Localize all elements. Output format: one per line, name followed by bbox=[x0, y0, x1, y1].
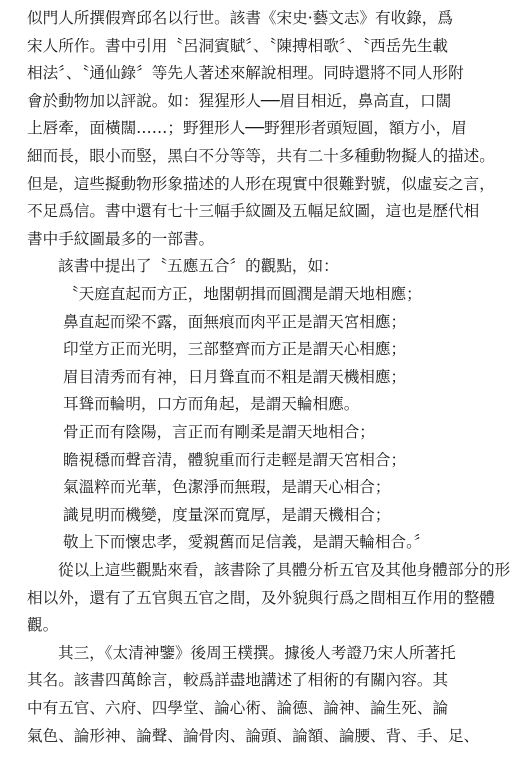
text-line: 會於動物加以評說。如：猩猩形人──眉目相近，鼻高直，口闊 bbox=[27, 91, 452, 110]
quote-line: 印堂方正而光明，三部整齊而方正是謂天心相應； bbox=[63, 340, 407, 359]
text-line: 其名。該書四萬餘言，較爲詳盡地講述了相術的有關內容。其 bbox=[27, 671, 449, 690]
text-line: 上唇牽，面橫闊……；野狸形人──野狸形者頭短圓，額方小，眉 bbox=[27, 119, 467, 138]
quote-line: 耳聳而輪明，口方而角起，是謂天輪相應。 bbox=[63, 395, 360, 414]
quote-line: 氣溫粹而光華，色潔淨而無瑕，是謂天心相合； bbox=[63, 478, 391, 497]
text-line: 相法〞、〝通仙錄〞等先人著述來解說相理。同時還將不同人形附 bbox=[27, 64, 464, 83]
paragraph-start-line: 其三，《太清神鑒》後周王樸撰。據後人考證乃宋人所著托 bbox=[58, 643, 456, 662]
quote-line: 眉目清秀而有神，日月聳直而不粗是謂天機相應； bbox=[63, 367, 407, 386]
quote-line: 〝天庭直起而方正，地閣朝揖而圓潤是謂天地相應； bbox=[63, 285, 422, 303]
paragraph-start-line: 從以上這些觀點來看，該書除了具體分析五官及其他身體部分的形 bbox=[58, 561, 510, 579]
text-line: 宋人所作。書中引用〝呂洞賓賦〞、〝陳搏相歌〞、〝西岳先生載 bbox=[27, 36, 449, 55]
text-line: 觀。 bbox=[27, 616, 59, 635]
quote-line: 識見明而機變，度量深而寬厚，是謂天機相合； bbox=[63, 505, 391, 524]
quote-line: 瞻視穩而聲音清，體貌重而行走輕是謂天宮相合； bbox=[63, 450, 407, 469]
text-line: 書中手紋圖最多的一部書。 bbox=[27, 229, 215, 248]
quote-line: 敬上下而懷忠孝，愛親舊而足信義，是謂天輪相合。〞 bbox=[63, 533, 430, 552]
text-line: 相以外，還有了五官與五官之間，及外貌與行爲之間相互作用的整體 bbox=[27, 588, 495, 607]
text-line: 似門人所撰假齊邱名以行世。該書《宋史·藝文志》有收錄，爲 bbox=[27, 9, 453, 27]
text-line: 不足爲信。書中還有七十三幅手紋圖及五幅足紋圖，這也是歷代相 bbox=[27, 202, 480, 221]
quote-line: 骨正而有陰陽，言正而有剛柔是謂天地相合； bbox=[63, 423, 375, 441]
text-line: 細而長，眼小而竪，黑白不分等等，共有二十多種動物擬人的描述。 bbox=[27, 147, 495, 165]
text-line: 氣色、論形神、論聲、論骨肉、論頭、論額、論腰、背、手、足、 bbox=[27, 726, 480, 745]
text-line: 中有五官、六府、四學堂、論心術、論德、論神、論生死、論 bbox=[27, 699, 449, 717]
text-line: 但是，這些擬動物形象描述的人形在現實中很難對號，似虛妄之言， bbox=[27, 174, 495, 193]
quote-line: 鼻直起而梁不露，面無痕而肉平正是謂天宮相應； bbox=[63, 312, 407, 331]
paragraph-start-line: 該書中提出了〝五應五合〞的觀點，如： bbox=[58, 257, 339, 276]
